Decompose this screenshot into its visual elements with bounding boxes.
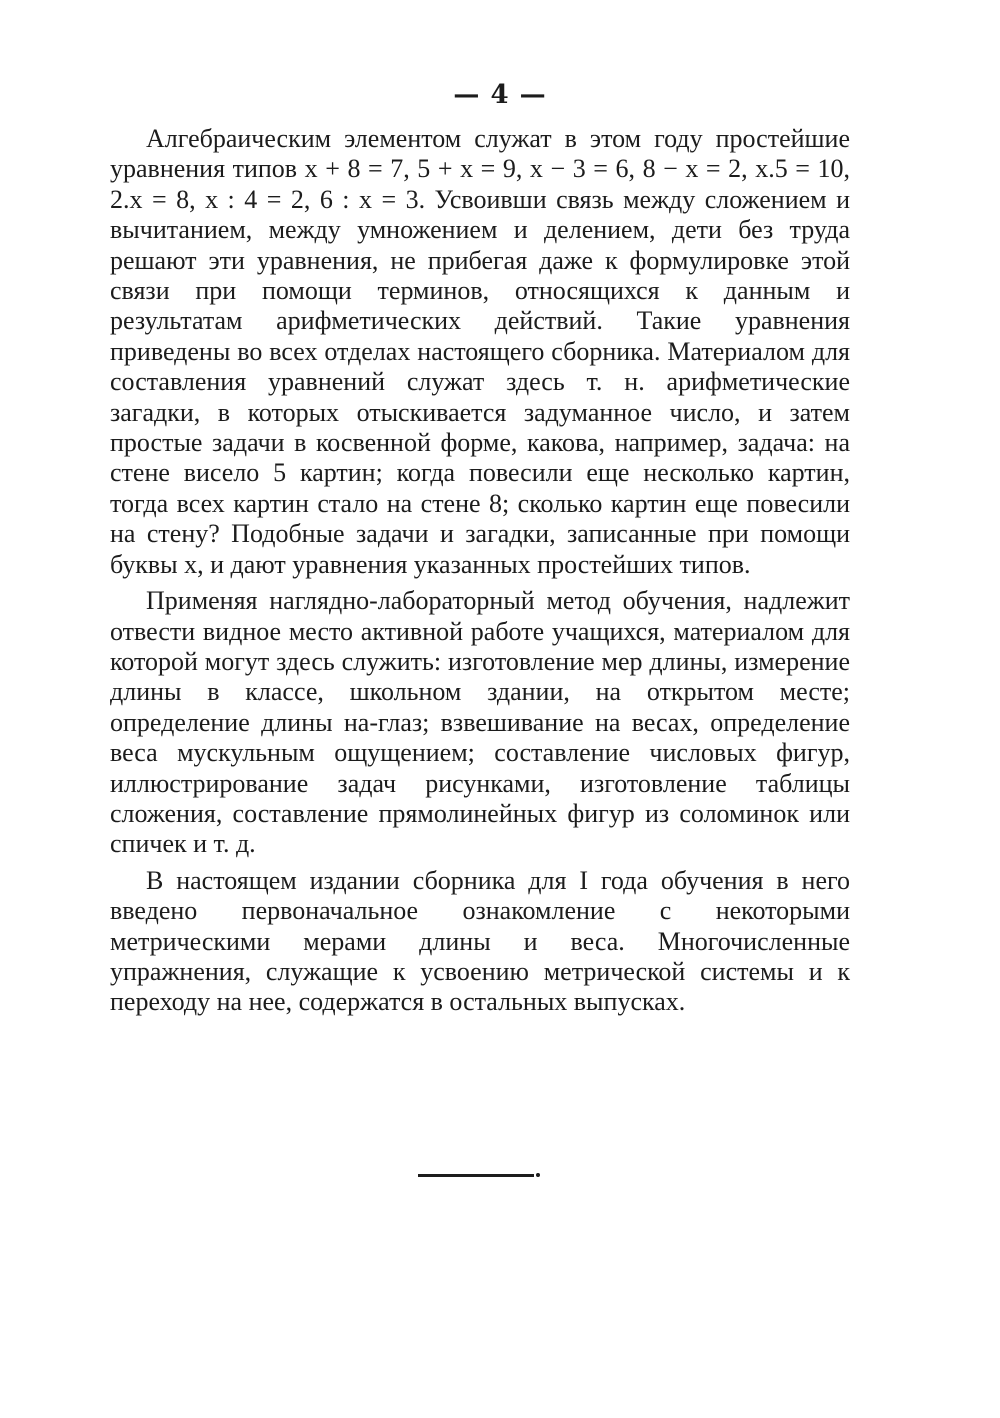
end-rule-ornament bbox=[418, 1174, 534, 1177]
paragraph-laboratory-method: Применяя наглядно-лабораторный метод обучения, надлежит отвести видное место активной работе учащихся, материалом для которой могут здесь служить: изготовление мер длины, измерение длины в классе, школьном здании, на открытом месте; определение длины на-глаз; взвешивание на весах, определение веса мускульным ощущением; составление числовых фигур, иллюстрирование задач рисунками, изготовление таблицы сложения, составление прямолинейных фигур из соломинок или спичек и т. д. bbox=[110, 586, 850, 859]
page-number: — 4 — bbox=[453, 80, 547, 110]
end-dot-ornament bbox=[536, 1173, 540, 1177]
paragraph-metric-measures: В настоящем издании сборника для I года обучения в него введено первоначальное ознакомление с некоторыми метрическими мерами длины и веса. Многочисленные упражнения, служащие к усвоению метрической системы и к переходу на нее, содержатся в остальных выпусках. bbox=[110, 865, 850, 1017]
body-text bbox=[110, 124, 850, 1024]
paragraph-algebraic-element: Алгебраическим элементом служат в этом году простейшие уравнения типов x + 8 = 7, 5 + x = 9, x − 3 = 6, 8 − x = 2, x.5 = 10, 2.x = 8, x : 4 = 2, 6 : x = 3. Усвоивши связь между сложением и вычитанием, между умножением и делением, дети без труда решают эти уравнения, не прибегая даже к формулировке этой связи при помощи терминов, относящихся к данным и результатам арифметических действий. Такие уравнения приведены во всех отделах настоящего сборника. Материалом для составления уравнений служат здесь т. н. арифметические загадки, в которых отыскивается задуманное число, и затем простые задачи в косвенной форме, какова, например, задача: на стене висело 5 картин; когда повесили еще несколько картин, тогда всех картин стало на стене 8; сколько картин еще повесили на стену? Подобные задачи и загадки, записанные при помощи буквы x, и дают уравнения указанных простейших типов. bbox=[110, 124, 850, 579]
